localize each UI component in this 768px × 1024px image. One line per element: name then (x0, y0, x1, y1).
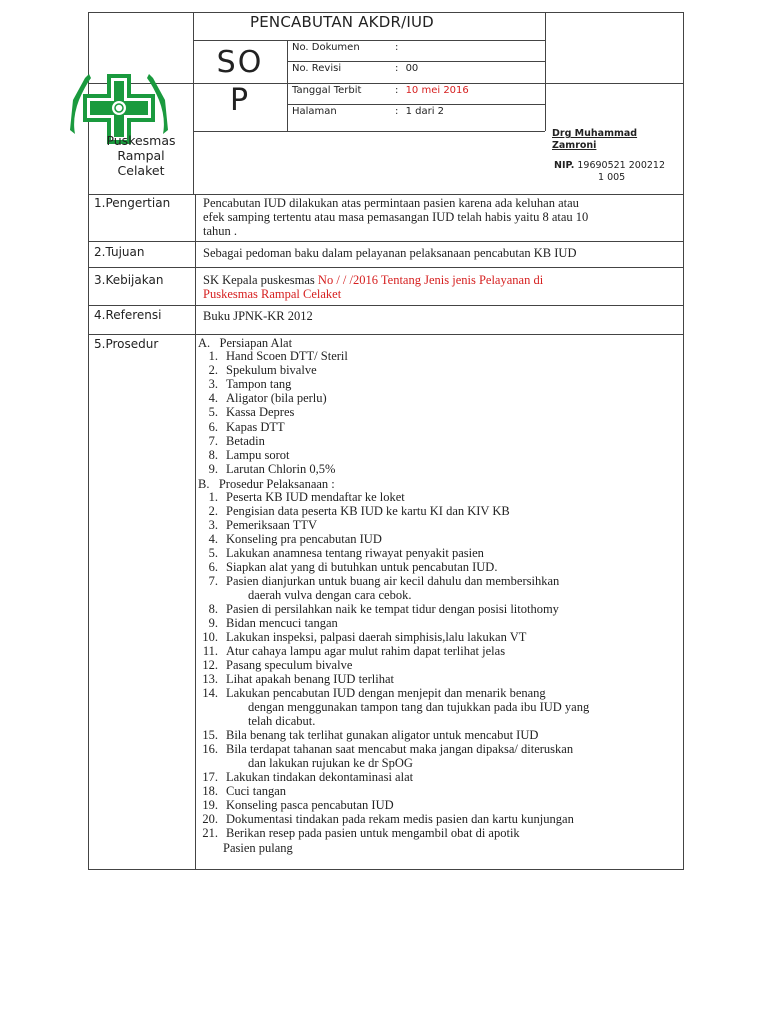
tujuan-text: Sebagai pedoman baku dalam pelayanan pelaksanaan pencabutan KB IUD (203, 246, 577, 260)
meta-value: 10 mei 2016 (405, 85, 469, 96)
prosedur-a-title: A. Persiapan Alat (198, 336, 293, 350)
list-number: 4. (208, 391, 218, 406)
meta-sep: : (395, 85, 399, 96)
nip-label: NIP. (554, 160, 575, 171)
list-item (196, 377, 291, 392)
list-item-text: Spekulum bivalve (226, 363, 317, 378)
list-item (196, 546, 484, 561)
list-number: 4. (208, 532, 218, 546)
list-item-text: Lakukan pencabutan IUD dengan menjepit dan menarik benang (226, 686, 546, 700)
meta-sep: : (395, 42, 399, 53)
list-item-text: Lakukan anamnesa tentang riwayat penyakit pasien (226, 546, 484, 560)
list-item-text: Peserta KB IUD mendaftar ke loket (226, 490, 405, 504)
sop-line-1: SO (216, 45, 264, 80)
list-item (218, 756, 413, 771)
sop-line-2: P (229, 83, 251, 118)
list-item-text: Lihat apakah benang IUD terlihat (226, 672, 394, 686)
list-item-text: daerah vulva dengan cara cebok. (248, 588, 412, 602)
sop-label (196, 44, 284, 120)
list-item (196, 630, 526, 645)
list-number: 6. (208, 560, 218, 574)
list-item-text: Kassa Depres (226, 405, 295, 420)
nip-value: 19690521 200212 (577, 160, 665, 171)
meta-label: No. Dokumen (292, 42, 360, 53)
kebijakan-red-2: Puskesmas Rampal Celaket (203, 287, 342, 301)
list-item (218, 714, 315, 729)
list-number: 8. (208, 447, 218, 462)
signer-name-line-1: Drg Muhammad (552, 128, 638, 139)
list-item (196, 448, 290, 463)
list-number: 17. (202, 770, 218, 784)
meta-row-tanggal (292, 85, 542, 96)
list-item-text: Pasien di persilahkan naik ke tempat tidur dengan posisi litothomy (226, 602, 559, 616)
list-item-text: Aligator (bila perlu) (226, 391, 327, 406)
list-item-text: Bila benang tak terlihat gunakan aligator untuk mencabut IUD (226, 728, 539, 742)
list-item (196, 434, 265, 449)
label-kebijakan: 3.Kebijakan (94, 273, 164, 287)
list-item (196, 363, 317, 378)
org-line-2: Rampal (117, 148, 165, 163)
list-number: 20. (202, 812, 218, 826)
list-number: 14. (202, 686, 218, 700)
list-item (196, 826, 520, 841)
list-item-text: Pasang speculum bivalve (226, 658, 353, 672)
list-number: 9. (208, 461, 218, 476)
org-line-1: Puskesmas (106, 133, 176, 148)
signer-nip (554, 160, 682, 184)
list-item (196, 405, 294, 420)
document-title: PENCABUTAN AKDR/IUD (250, 13, 434, 31)
list-item (196, 490, 405, 505)
pengertian-line-3: tahun . (203, 224, 238, 238)
meta-sep: : (395, 106, 399, 117)
list-item-text: Larutan Chlorin 0,5% (226, 461, 336, 476)
signer-name (552, 128, 682, 152)
list-item (196, 560, 497, 575)
list-number: 19. (202, 798, 218, 812)
list-item-text: Kapas DTT (226, 419, 285, 434)
list-item (196, 532, 382, 547)
list-item-text: Betadin (226, 433, 265, 448)
list-item-text: Konseling pra pencabutan IUD (226, 532, 382, 546)
list-number: 11. (202, 644, 218, 658)
meta-row-revisi (292, 63, 542, 74)
list-item (196, 420, 285, 435)
kebijakan-red-1: No / / /2016 Tentang Jenis jenis Pelayanan di (314, 273, 544, 287)
list-item (196, 504, 510, 519)
list-item (196, 518, 317, 533)
list-number: 10. (202, 630, 218, 644)
list-number: 13. (202, 672, 218, 686)
list-item (196, 812, 574, 827)
list-number: 12. (202, 658, 218, 672)
label-prosedur: 5.Prosedur (94, 337, 159, 351)
nip-value-cont: 1 005 (598, 172, 626, 183)
list-item (196, 658, 352, 673)
list-item-text: telah dicabut. (248, 714, 316, 728)
kebijakan-prefix: SK Kepala puskesmas (203, 273, 315, 287)
list-number: 15. (202, 728, 218, 742)
list-item-text: Berikan resep pada pasien untuk mengambil obat di apotik (226, 826, 520, 840)
list-number: 7. (208, 433, 218, 448)
meta-sep: : (395, 63, 399, 74)
referensi-text: Buku JPNK-KR 2012 (203, 309, 313, 323)
list-item-text: Bila terdapat tahanan saat mencabut maka jangan dipaksa/ diteruskan (226, 742, 574, 756)
list-item (218, 588, 411, 603)
list-item (196, 644, 505, 659)
closing-text: Pasien pulang (223, 841, 293, 855)
list-item-text: Lampu sorot (226, 447, 290, 462)
list-item-text: Bidan mencuci tangan (226, 616, 338, 630)
list-number: 2. (208, 504, 218, 518)
list-number: 16. (202, 742, 218, 756)
meta-label: Tanggal Terbit (292, 85, 362, 96)
list-item (196, 742, 573, 757)
list-item (196, 391, 327, 406)
meta-label: Halaman (292, 106, 337, 117)
label-referensi: 4.Referensi (94, 308, 162, 322)
list-item-text: Tampon tang (226, 377, 292, 392)
list-number: 18. (202, 784, 218, 798)
list-item-text: Pemeriksaan TTV (226, 518, 318, 532)
list-item-text: dan lakukan rujukan ke dr SpOG (248, 756, 413, 770)
kebijakan-text (203, 273, 681, 301)
list-number: 2. (208, 363, 218, 378)
list-number: 1. (208, 490, 218, 504)
list-number: 1. (208, 349, 218, 363)
list-number: 5. (208, 546, 218, 560)
signer-name-line-2: Zamroni (552, 140, 597, 151)
label-pengertian: 1.Pengertian (94, 196, 171, 210)
list-item-text: Konseling pasca pencabutan IUD (226, 798, 394, 812)
list-number: 5. (208, 405, 218, 420)
list-number: 21. (202, 826, 218, 840)
meta-value: 1 dari 2 (405, 106, 445, 117)
prosedur-b-title: B. Prosedur Pelaksanaan : (198, 477, 335, 491)
list-item-text: Dokumentasi tindakan pada rekam medis pasien dan kartu kunjungan (226, 812, 574, 826)
list-item (196, 784, 286, 799)
list-item (196, 770, 413, 785)
pengertian-line-2: efek samping tertentu atau masa pemasangan IUD telah habis yaitu 8 atau 10 (203, 210, 589, 224)
list-item-text: Siapkan alat yang di butuhkan untuk pencabutan IUD. (226, 560, 498, 574)
list-item-text: Pasien dianjurkan untuk buang air kecil dahulu dan membersihkan (226, 574, 560, 588)
label-tujuan: 2.Tujuan (94, 245, 145, 259)
list-item-text: Atur cahaya lampu agar mulut rahim dapat terlihat jelas (226, 644, 506, 658)
list-item (196, 672, 394, 687)
meta-value: 00 (405, 63, 419, 74)
list-item (196, 349, 348, 364)
list-item-text: Pengisian data peserta KB IUD ke kartu KI dan KIV KB (226, 504, 510, 518)
org-name (89, 133, 193, 178)
list-item (196, 602, 559, 617)
list-item (196, 728, 538, 743)
list-item-text: Hand Scoen DTT/ Steril (226, 349, 348, 363)
meta-label: No. Revisi (292, 63, 342, 74)
pengertian-text (203, 196, 681, 238)
list-number: 6. (208, 419, 218, 434)
list-item (196, 798, 394, 813)
org-line-3: Celaket (117, 163, 165, 178)
list-item-text: Cuci tangan (226, 784, 287, 798)
pengertian-line-1: Pencabutan IUD dilakukan atas permintaan pasien karena ada keluhan atau (203, 196, 579, 210)
list-item-text: Lakukan tindakan dekontaminasi alat (226, 770, 414, 784)
list-number: 3. (208, 377, 218, 392)
list-item (196, 574, 559, 589)
list-item (218, 700, 589, 715)
list-number: 9. (208, 616, 218, 630)
list-number: 7. (208, 574, 218, 588)
list-number: 3. (208, 518, 218, 532)
list-item-text: Lakukan inspeksi, palpasi daerah simphisis,lalu lakukan VT (226, 630, 527, 644)
list-item (196, 462, 335, 477)
meta-row-dokumen (292, 42, 542, 53)
list-item (196, 686, 546, 701)
list-item (196, 616, 338, 631)
list-item-text: dengan menggunakan tampon tang dan tujukkan pada ibu IUD yang (248, 700, 590, 714)
list-number: 8. (208, 602, 218, 616)
meta-row-halaman (292, 106, 542, 117)
